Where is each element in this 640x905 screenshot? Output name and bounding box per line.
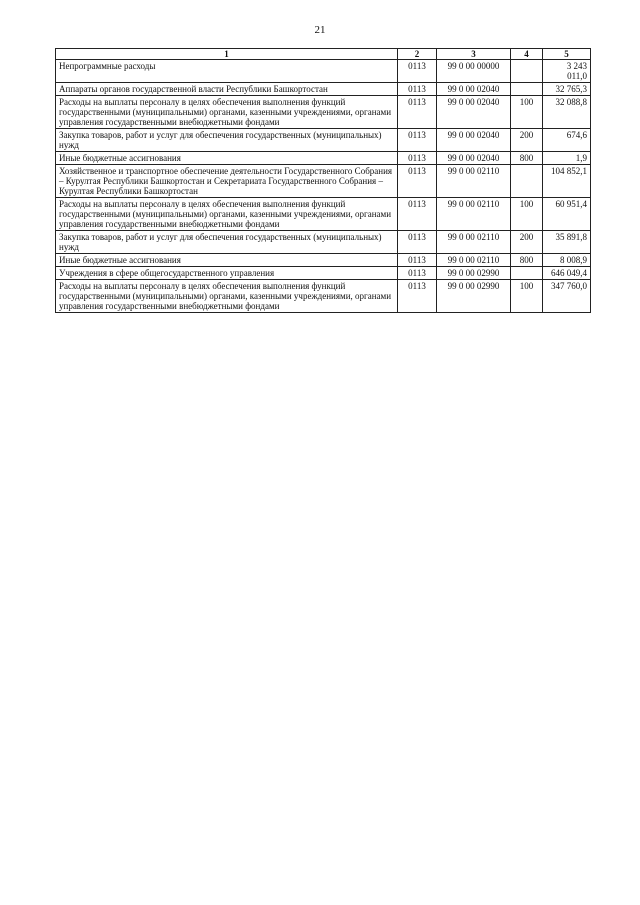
budget-table [55, 48, 591, 313]
row-section: 0113 [398, 152, 437, 165]
column-header-name: 1 [56, 49, 398, 60]
row-name: Иные бюджетные ассигнования [56, 152, 398, 165]
table-row [56, 231, 591, 254]
row-name: Иные бюджетные ассигнования [56, 254, 398, 267]
row-target: 99 0 00 02110 [437, 198, 511, 231]
row-name: Расходы на выплаты персоналу в целях обеспечения выполнения функций государственными (муниципальными) органами, казенными учреждениями, органами управления государственными внебюджетными фондами [56, 198, 398, 231]
table-row [56, 129, 591, 152]
row-type [511, 267, 543, 280]
column-header-section: 2 [398, 49, 437, 60]
row-section: 0113 [398, 96, 437, 129]
row-target: 99 0 00 02110 [437, 254, 511, 267]
row-amount: 3 243 011,0 [543, 60, 591, 83]
row-name: Хозяйственное и транспортное обеспечение деятельности Государственного Собрания – Курултая Республики Башкортостан и Секретариата Государственного Собрания – Курултая Республики Башкортостан [56, 165, 398, 198]
table-row [56, 280, 591, 313]
row-target: 99 0 00 02110 [437, 165, 511, 198]
table-row [56, 198, 591, 231]
row-amount: 104 852,1 [543, 165, 591, 198]
row-name: Аппараты органов государственной власти Республики Башкортостан [56, 83, 398, 96]
table-row [56, 254, 591, 267]
row-amount: 35 891,8 [543, 231, 591, 254]
row-target: 99 0 00 02040 [437, 129, 511, 152]
row-type [511, 165, 543, 198]
row-name: Закупка товаров, работ и услуг для обеспечения государственных (муниципальных) нужд [56, 231, 398, 254]
row-target: 99 0 00 02110 [437, 231, 511, 254]
row-amount: 674,6 [543, 129, 591, 152]
row-section: 0113 [398, 129, 437, 152]
table-row [56, 83, 591, 96]
row-section: 0113 [398, 267, 437, 280]
row-section: 0113 [398, 254, 437, 267]
row-type [511, 60, 543, 83]
row-name: Расходы на выплаты персоналу в целях обеспечения выполнения функций государственными (муниципальными) органами, казенными учреждениями, органами управления государственными внебюджетными фондами [56, 280, 398, 313]
row-target: 99 0 00 02040 [437, 152, 511, 165]
table-row [56, 152, 591, 165]
row-section: 0113 [398, 60, 437, 83]
row-name: Непрограммные расходы [56, 60, 398, 83]
row-target: 99 0 00 02040 [437, 83, 511, 96]
row-type [511, 83, 543, 96]
row-name: Учреждения в сфере общегосударственного управления [56, 267, 398, 280]
row-type: 100 [511, 280, 543, 313]
row-target: 99 0 00 02990 [437, 267, 511, 280]
row-amount: 646 049,4 [543, 267, 591, 280]
row-target: 99 0 00 00000 [437, 60, 511, 83]
row-section: 0113 [398, 280, 437, 313]
row-section: 0113 [398, 198, 437, 231]
table-row [56, 267, 591, 280]
row-target: 99 0 00 02040 [437, 96, 511, 129]
row-amount: 60 951,4 [543, 198, 591, 231]
row-type: 800 [511, 152, 543, 165]
row-type: 100 [511, 96, 543, 129]
row-type: 100 [511, 198, 543, 231]
table-row [56, 96, 591, 129]
row-section: 0113 [398, 83, 437, 96]
row-name: Расходы на выплаты персоналу в целях обеспечения выполнения функций государственными (муниципальными) органами, казенными учреждениями, органами управления государственными внебюджетными фондами [56, 96, 398, 129]
row-amount: 32 088,8 [543, 96, 591, 129]
row-target: 99 0 00 02990 [437, 280, 511, 313]
row-amount: 32 765,3 [543, 83, 591, 96]
column-header-amount: 5 [543, 49, 591, 60]
row-section: 0113 [398, 231, 437, 254]
column-header-type: 4 [511, 49, 543, 60]
column-header-target: 3 [437, 49, 511, 60]
page-number: 21 [314, 24, 326, 36]
row-type: 200 [511, 129, 543, 152]
row-amount: 347 760,0 [543, 280, 591, 313]
row-name: Закупка товаров, работ и услуг для обеспечения государственных (муниципальных) нужд [56, 129, 398, 152]
row-amount: 8 008,9 [543, 254, 591, 267]
row-amount: 1,9 [543, 152, 591, 165]
table-row [56, 165, 591, 198]
row-section: 0113 [398, 165, 437, 198]
table-header-row [56, 49, 591, 60]
row-type: 800 [511, 254, 543, 267]
table-row [56, 60, 591, 83]
row-type: 200 [511, 231, 543, 254]
